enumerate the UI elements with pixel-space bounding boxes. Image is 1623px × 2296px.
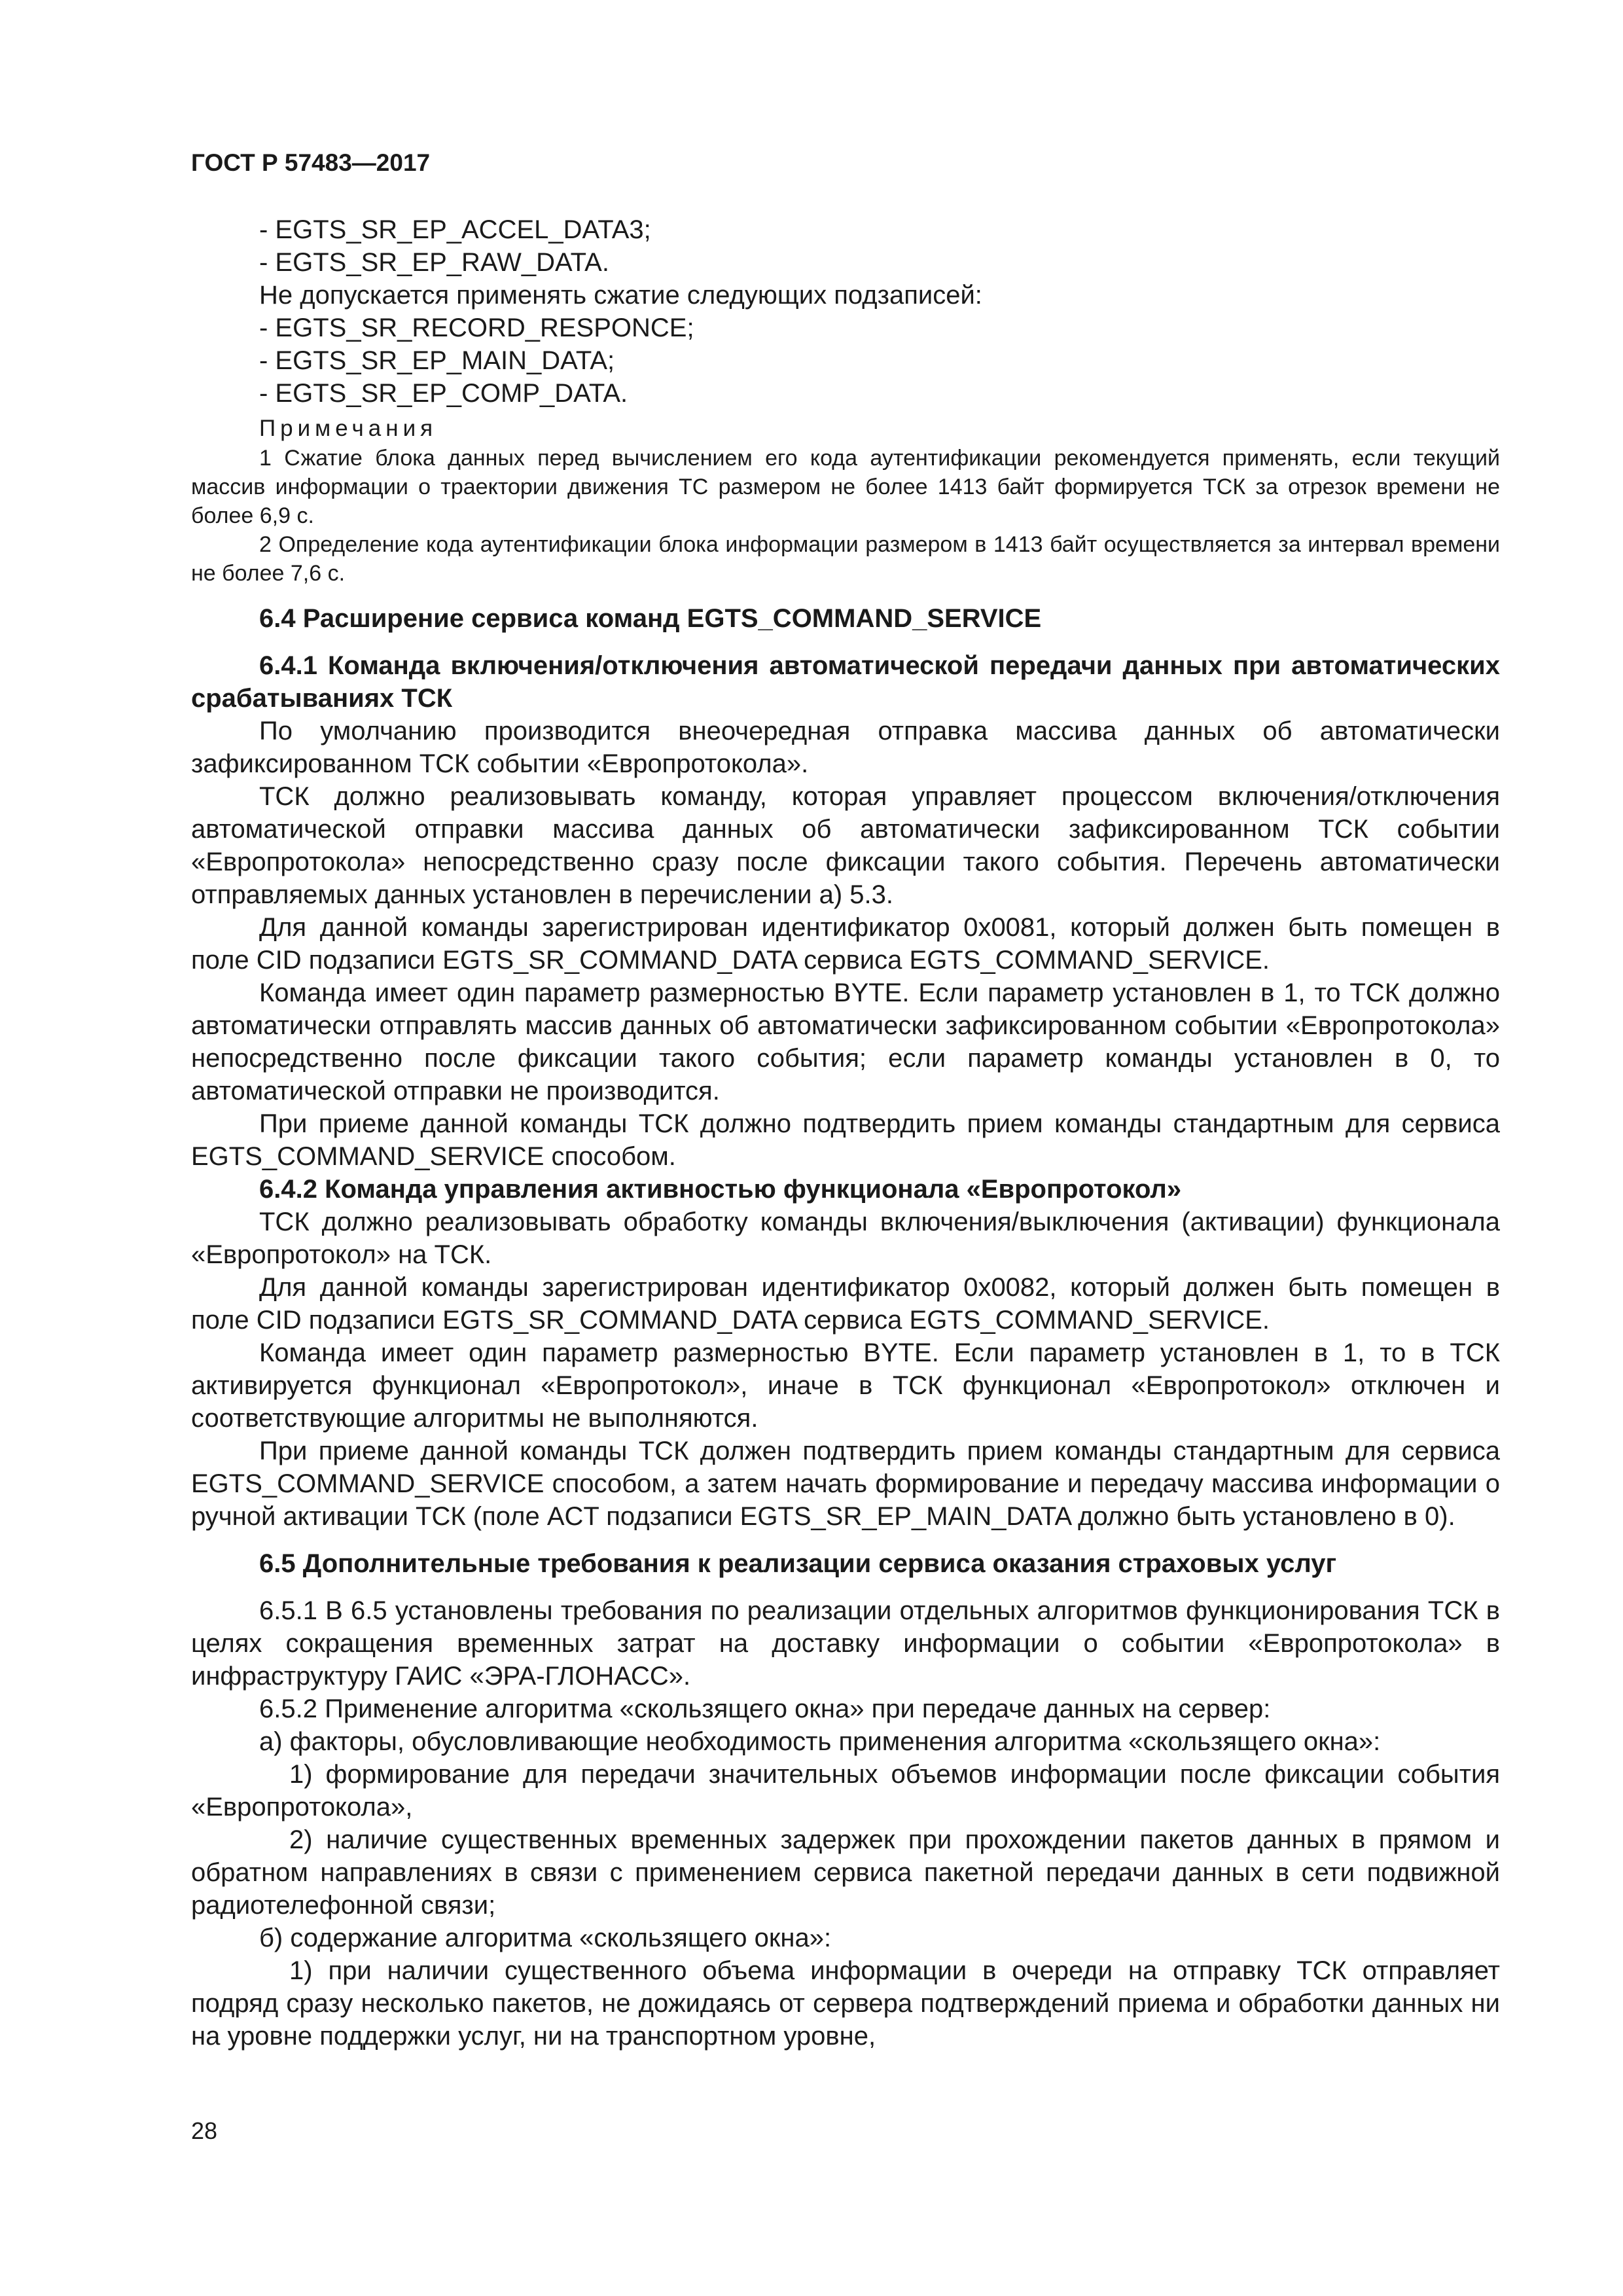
paragraph: Не допускается применять сжатие следующих подзаписей: — [259, 281, 982, 310]
list-item: 1) формирование для передачи значительных объемов информации после фиксации события «Европротокола», — [191, 1760, 1500, 1821]
page-number: 28 — [191, 2117, 218, 2144]
section-heading: 6.4 Расширение сервиса команд EGTS_COMMAND_SERVICE — [259, 604, 1042, 633]
paragraph: При приеме данной команды ТСК должен подтвердить прием команды стандартным для сервиса EGTS_COMMAND_SERVICE способом, а затем начать формирование и передачу массива информации о ручной активации ТСК (поле ACT подзаписи EGTS_SR_EP_MAIN_DATA должно быть установлено в 0). — [191, 1437, 1500, 1531]
list-item: - EGTS_SR_EP_ACCEL_DATA3; — [259, 215, 651, 244]
note-item: 1 Сжатие блока данных перед вычислением его кода аутентификации рекомендуется применять, если текущий массив информации о траектории движения ТС размером не более 1413 байт формируется ТСК за отрезок времени не более 6,9 с. — [191, 446, 1500, 528]
list-item: 2) наличие существенных временных задержек при прохождении пакетов данных в прямом и обратном направлениях в связи с применением сервиса пакетной передачи данных в сети подвижной радиотелефонной связи; — [191, 1825, 1500, 1920]
paragraph: ТСК должно реализовывать команду, которая управляет процессом включения/отключения автоматической отправки массива данных об автоматически зафиксированном ТСК событии «Европротокола» непосредственно сразу после фиксации такого события. Перечень автоматически отправляемых данных установлен в перечислении а) 5.3. — [191, 782, 1500, 909]
list-item: - EGTS_SR_EP_RAW_DATA. — [259, 248, 609, 277]
list-item: 1) при наличии существенного объема информации в очереди на отправку ТСК отправляет подряд сразу несколько пакетов, не дожидаясь от сервера подтверждений приема и обработки данных ни на уровне поддержки услуг, ни на транспортном уровне, — [191, 1956, 1500, 2051]
list-item: - EGTS_SR_EP_COMP_DATA. — [259, 379, 628, 408]
note-item: 2 Определение кода аутентификации блока информации размером в 1413 байт осуществляется за интервал времени не более 7,6 с. — [191, 532, 1500, 586]
subsection-heading: 6.4.2 Команда управления активностью функционала «Европротокол» — [259, 1175, 1182, 1204]
paragraph: Для данной команды зарегистрирован идентификатор 0x0082, который должен быть помещен в поле CID подзаписи EGTS_SR_COMMAND_DATA сервиса EGTS_COMMAND_SERVICE. — [191, 1273, 1500, 1335]
paragraph: Команда имеет один параметр размерностью BYTE. Если параметр установлен в 1, то в ТСК активируется функционал «Европротокол», иначе в ТСК функционал «Европротокол» отключен и соответствующие алгоритмы не выполняются. — [191, 1338, 1500, 1433]
paragraph: 6.5.1 В 6.5 установлены требования по реализации отдельных алгоритмов функционирования ТСК в целях сокращения временных затрат на доставку информации о событии «Европротокола» в инфраструктуру ГАИС «ЭРА-ГЛОНАСС». — [191, 1596, 1500, 1691]
section-heading: 6.5 Дополнительные требования к реализации сервиса оказания страховых услуг — [259, 1549, 1337, 1578]
list-item: - EGTS_SR_RECORD_RESPONCE; — [259, 314, 694, 342]
paragraph: По умолчанию производится внеочередная отправка массива данных об автоматически зафиксированном ТСК событии «Европротокола». — [191, 717, 1500, 778]
list-item: а) факторы, обусловливающие необходимость применения алгоритма «скользящего окна»: — [259, 1727, 1381, 1756]
list-item: - EGTS_SR_EP_MAIN_DATA; — [259, 346, 615, 375]
paragraph: 6.5.2 Применение алгоритма «скользящего окна» при передаче данных на сервер: — [259, 1695, 1271, 1723]
paragraph: При приеме данной команды ТСК должно подтвердить прием команды стандартным для сервиса EGTS_COMMAND_SERVICE способом. — [191, 1109, 1500, 1171]
paragraph: Для данной команды зарегистрирован идентификатор 0x0081, который должен быть помещен в поле CID подзаписи EGTS_SR_COMMAND_DATA сервиса EGTS_COMMAND_SERVICE. — [191, 913, 1500, 975]
document-header: ГОСТ Р 57483—2017 — [191, 149, 431, 176]
list-item: б) содержание алгоритма «скользящего окна»: — [259, 1924, 832, 1952]
subsection-heading: 6.4.1 Команда включения/отключения автоматической передачи данных при автоматических срабатываниях ТСК — [191, 651, 1500, 713]
paragraph: ТСК должно реализовывать обработку команды включения/выключения (активации) функционала «Европротокол» на ТСК. — [191, 1208, 1500, 1269]
notes-title: Примечания — [259, 416, 438, 441]
page-body — [191, 213, 1500, 2053]
paragraph: Команда имеет один параметр размерностью BYTE. Если параметр установлен в 1, то ТСК должно автоматически отправлять массив данных об автоматически зафиксированном событии «Европротокола» непосредственно после фиксации такого события; если параметр команды установлен в 0, то автоматической отправки не производится. — [191, 978, 1500, 1105]
